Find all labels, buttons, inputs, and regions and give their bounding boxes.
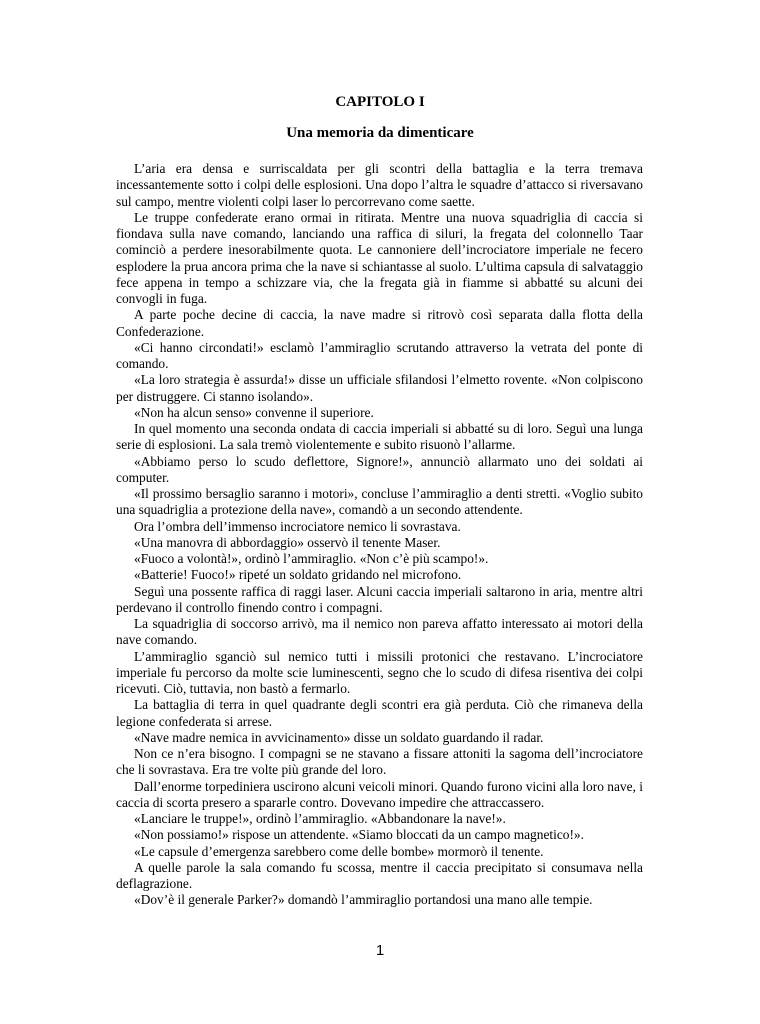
page-number: 1 (375, 942, 385, 959)
paragraph: «Dov’è il generale Parker?» domandò l’ammiraglio portandosi una mano alle tempie. (134, 892, 593, 908)
paragraph: La battaglia di terra in quel quadrante degli scontri era già perduta. Ciò che rimaneva della legione confederata si arrese. (116, 697, 643, 729)
paragraph: «Ci hanno circondati!» esclamò l’ammiraglio scrutando attraverso la vetrata del ponte di comando. (116, 339, 643, 371)
paragraph: Le truppe confederate erano ormai in ritirata. Mentre una nuova squadriglia di caccia si fiondava sulla nave comando, lanciando una raffica di siluri, la fregata del colonnello Taar cominciò a perdere inesorabilmente quota. Le cannoniere dell’incrociatore imperiale ne fecero esplodere la prua ancora prima che la nave si schiantasse al suolo. L’ultima capsula di salvataggio fece appena in tempo a schizzare via, che la fregata già in fiamme si abbatté su alcuni dei convogli in fuga. (116, 209, 643, 306)
body-text (116, 161, 643, 909)
paragraph: «Lanciare le truppe!», ordinò l’ammiraglio. «Abbandonare la nave!». (134, 811, 506, 826)
paragraph: «Batterie! Fuoco!» ripeté un soldato gridando nel microfono. (134, 567, 462, 583)
paragraph: L’aria era densa e surriscaldata per gli scontri della battaglia e la terra tremava incessantemente sotto i colpi delle esplosioni. Una dopo l’altra le squadre d’attacco si riversavano sul campo, mentre violenti colpi laser lo percorrevano come saette. (116, 161, 643, 209)
section-title: Una memoria da dimenticare (286, 125, 474, 141)
paragraph: Non ce n’era bisogno. I compagni se ne stavano a fissare attoniti la sagoma dell’incrociatore che li sovrastava. Era tre volte più grande del loro. (116, 746, 643, 778)
paragraph: «Non possiamo!» rispose un attendente. «Siamo bloccati da un campo magnetico!». (134, 827, 584, 843)
paragraph: «Una manovra di abbordaggio» osservò il tenente Maser. (134, 534, 441, 550)
paragraph: «La loro strategia è assurda!» disse un ufficiale sfilandosi l’elmetto rovente. «Non colpiscono per distruggere. Ci stanno isolando». (116, 372, 643, 404)
paragraph: «Il prossimo bersaglio saranno i motori», concluse l’ammiraglio a denti stretti. «Voglio subito una squadriglia a protezione della nave», comandò a un secondo attendente. (116, 486, 643, 518)
paragraph: «Non ha alcun senso» convenne il superiore. (134, 404, 374, 420)
paragraph: Ora l’ombra dell’immenso incrociatore nemico li sovrastava. (134, 518, 461, 534)
paragraph: Seguì una possente raffica di raggi laser. Alcuni caccia imperiali saltarono in aria, mentre altri perdevano il controllo finendo contro i compagni. (116, 583, 643, 615)
paragraph: A quelle parole la sala comando fu scossa, mentre il caccia precipitato si consumava nella deflagrazione. (116, 859, 643, 891)
paragraph: Dall’enorme torpediniera uscirono alcuni veicoli minori. Quando furono vicini alla loro nave, i caccia di scorta presero a spararle contro. Dovevano impedire che attraccassero. (116, 778, 643, 810)
paragraph: «Fuoco a volontà!», ordinò l’ammiraglio. «Non c’è più scampo!». (134, 551, 489, 566)
paragraph: In quel momento una seconda ondata di caccia imperiali si abbatté su di loro. Seguì una lunga serie di esplosioni. La sala tremò violentemente e subito risuonò l’allarme. (116, 421, 643, 453)
paragraph: «Le capsule d’emergenza sarebbero come delle bombe» mormorò il tenente. (134, 843, 544, 859)
paragraph: A parte poche decine di caccia, la nave madre si ritrovò così separata dalla flotta della Confederazione. (116, 307, 643, 339)
paragraph: «Nave madre nemica in avvicinamento» disse un soldato guardando il radar. (134, 729, 544, 745)
paragraph: L’ammiraglio sganciò sul nemico tutti i missili protonici che restavano. L’incrociatore imperiale fu percorso da molte scie luminescenti, segno che lo scudo di difesa risentiva dei colpi ricevuti. Ciò, tuttavia, non bastò a fermarlo. (116, 648, 643, 696)
chapter-title: CAPITOLO I (335, 94, 425, 110)
paragraph: «Abbiamo perso lo scudo deflettore, Signore!», annunciò allarmato uno dei soldati ai computer. (116, 453, 643, 485)
paragraph: La squadriglia di soccorso arrivò, ma il nemico non pareva affatto interessato ai motori della nave comando. (116, 616, 643, 648)
